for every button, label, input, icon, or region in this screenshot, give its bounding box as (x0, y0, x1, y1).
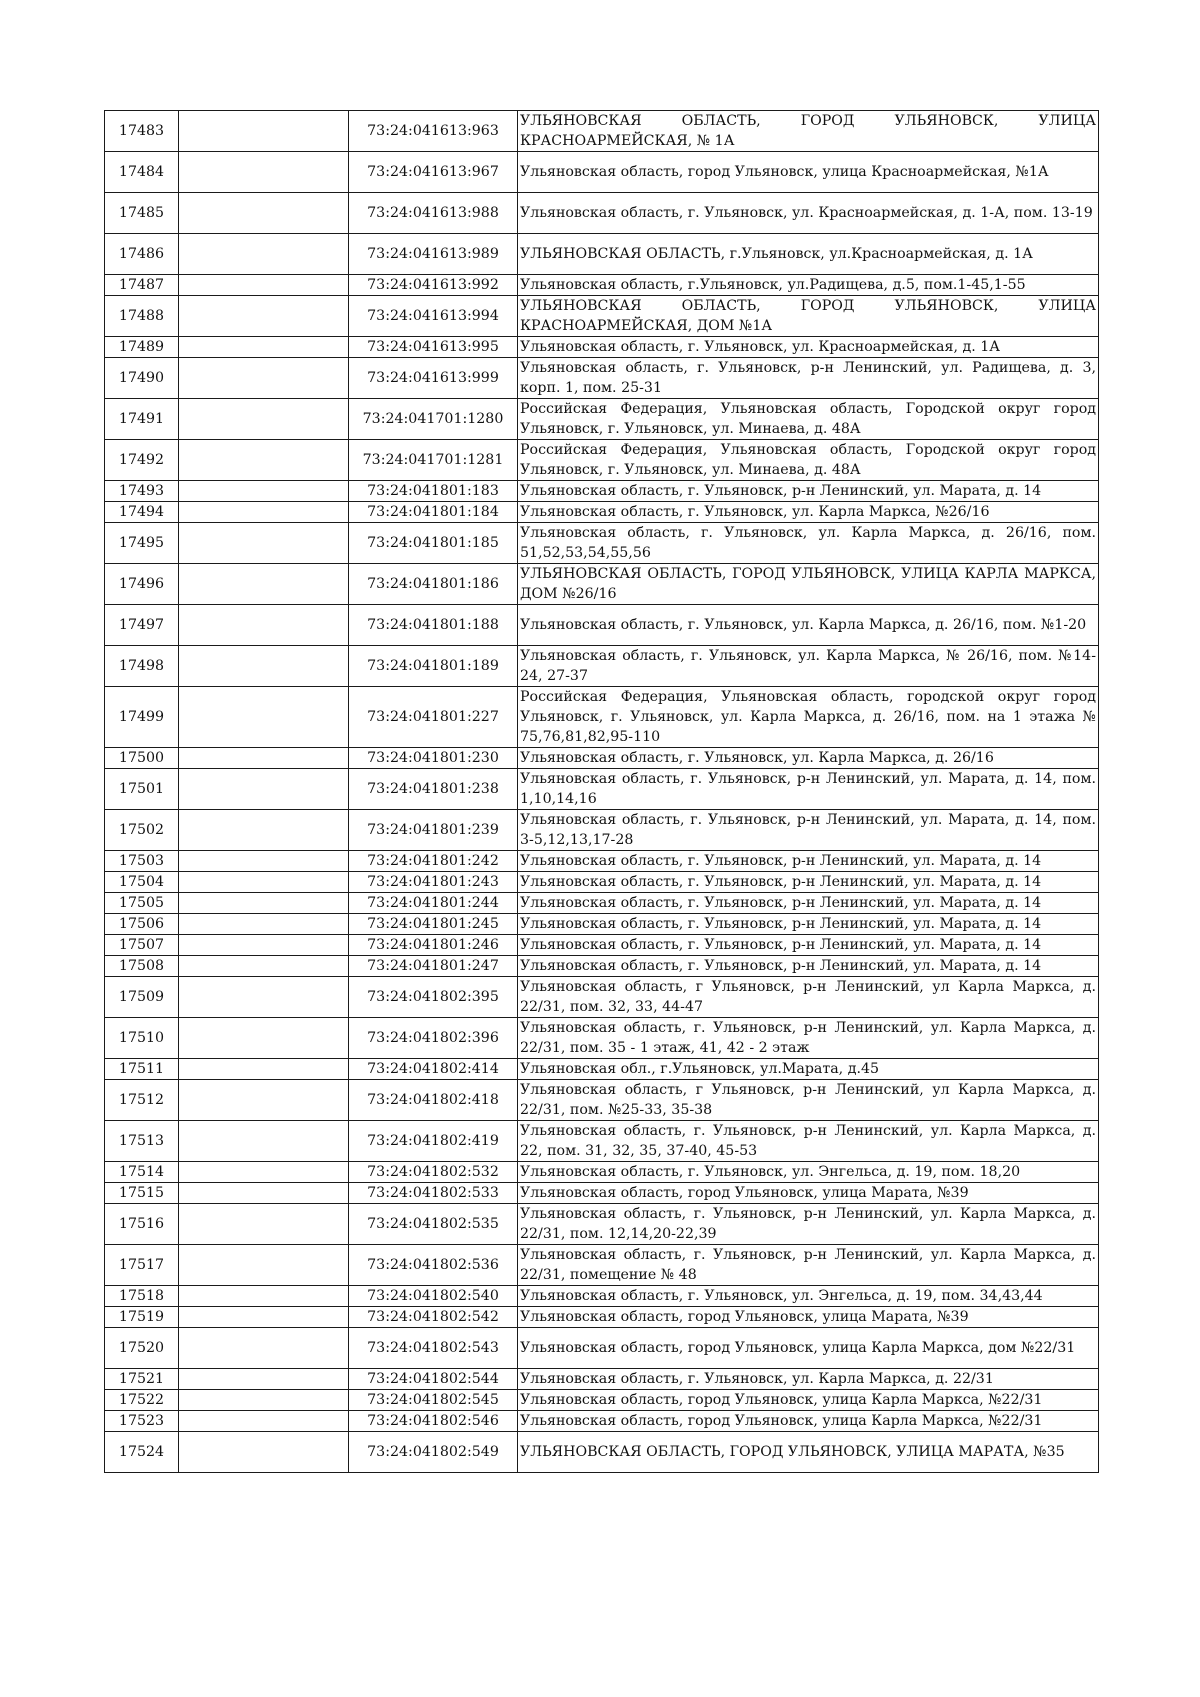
empty-cell (179, 1245, 349, 1286)
cadastral-number-cell: 73:24:041802:395 (349, 977, 518, 1018)
cadastral-number-cell: 73:24:041802:535 (349, 1204, 518, 1245)
row-number-cell: 17516 (105, 1204, 179, 1245)
empty-cell (179, 1390, 349, 1411)
address-cell: Ульяновская область, г. Ульяновск, ул. Карла Маркса, д. 26/16, пом. 51,52,53,54,55,56 (518, 523, 1099, 564)
cadastral-number-cell: 73:24:041801:239 (349, 810, 518, 851)
cadastral-number-cell: 73:24:041613:967 (349, 152, 518, 193)
address-cell: Ульяновская область, г. Ульяновск, р-н Ленинский, ул. Марата, д. 14, пом. 3-5,12,13,17-28 (518, 810, 1099, 851)
row-number-cell: 17519 (105, 1307, 179, 1328)
empty-cell (179, 646, 349, 687)
empty-cell (179, 810, 349, 851)
empty-cell (179, 935, 349, 956)
address-cell: УЛЬЯНОВСКАЯ ОБЛАСТЬ, ГОРОД УЛЬЯНОВСК, УЛИЦА КРАСНОАРМЕЙСКАЯ, ДОМ №1А (518, 296, 1099, 337)
cadastral-number-cell: 73:24:041802:540 (349, 1286, 518, 1307)
empty-cell (179, 769, 349, 810)
cadastral-number-cell: 73:24:041801:238 (349, 769, 518, 810)
row-number-cell: 17496 (105, 564, 179, 605)
empty-cell (179, 481, 349, 502)
cadastral-number-cell: 73:24:041701:1281 (349, 440, 518, 481)
empty-cell (179, 152, 349, 193)
address-cell: Ульяновская область, г. Ульяновск, р-н Ленинский, ул. Карла Маркса, д. 22/31, пом. 12,14,20-22,39 (518, 1204, 1099, 1245)
table-row (105, 893, 1099, 914)
cadastral-number-cell: 73:24:041801:184 (349, 502, 518, 523)
address-cell: Ульяновская область, город Ульяновск, улица Карла Маркса, №22/31 (518, 1411, 1099, 1432)
table-row (105, 956, 1099, 977)
empty-cell (179, 1369, 349, 1390)
empty-cell (179, 1121, 349, 1162)
row-number-cell: 17515 (105, 1183, 179, 1204)
table-row (105, 748, 1099, 769)
table-row (105, 935, 1099, 956)
row-number-cell: 17514 (105, 1162, 179, 1183)
address-cell: Ульяновская область, г. Ульяновск, ул. Красноармейская, д. 1А (518, 337, 1099, 358)
empty-cell (179, 1328, 349, 1369)
row-number-cell: 17521 (105, 1369, 179, 1390)
row-number-cell: 17518 (105, 1286, 179, 1307)
row-number-cell: 17489 (105, 337, 179, 358)
empty-cell (179, 1286, 349, 1307)
empty-cell (179, 523, 349, 564)
empty-cell (179, 1162, 349, 1183)
table-row (105, 1018, 1099, 1059)
row-number-cell: 17502 (105, 810, 179, 851)
empty-cell (179, 234, 349, 275)
row-number-cell: 17498 (105, 646, 179, 687)
empty-cell (179, 893, 349, 914)
row-number-cell: 17504 (105, 872, 179, 893)
empty-cell (179, 977, 349, 1018)
table-row (105, 1162, 1099, 1183)
table-row (105, 502, 1099, 523)
table-row (105, 275, 1099, 296)
address-cell: Ульяновская область, г. Ульяновск, р-н Ленинский, ул. Марата, д. 14 (518, 872, 1099, 893)
table-row (105, 1390, 1099, 1411)
row-number-cell: 17522 (105, 1390, 179, 1411)
table-row (105, 605, 1099, 646)
row-number-cell: 17513 (105, 1121, 179, 1162)
table-row (105, 810, 1099, 851)
row-number-cell: 17499 (105, 687, 179, 748)
address-cell: Ульяновская область, г. Ульяновск, ул. Карла Маркса, д. 22/31 (518, 1369, 1099, 1390)
row-number-cell: 17512 (105, 1080, 179, 1121)
cadastral-number-cell: 73:24:041801:183 (349, 481, 518, 502)
address-cell: Ульяновская область, г. Ульяновск, ул. Энгельса, д. 19, пом. 18,20 (518, 1162, 1099, 1183)
address-cell: Ульяновская обл., г.Ульяновск, ул.Марата, д.45 (518, 1059, 1099, 1080)
address-cell: Ульяновская область, г. Ульяновск, р-н Ленинский, ул. Марата, д. 14 (518, 851, 1099, 872)
row-number-cell: 17491 (105, 399, 179, 440)
table-row (105, 851, 1099, 872)
row-number-cell: 17507 (105, 935, 179, 956)
empty-cell (179, 1080, 349, 1121)
empty-cell (179, 111, 349, 152)
empty-cell (179, 1204, 349, 1245)
address-cell: Ульяновская область, г. Ульяновск, р-н Ленинский, ул. Марата, д. 14 (518, 935, 1099, 956)
empty-cell (179, 399, 349, 440)
address-cell: Ульяновская область, г. Ульяновск, ул. Карла Маркса, д. 26/16 (518, 748, 1099, 769)
row-number-cell: 17492 (105, 440, 179, 481)
table-row (105, 234, 1099, 275)
address-cell: Ульяновская область, г.Ульяновск, ул.Радищева, д.5, пом.1-45,1-55 (518, 275, 1099, 296)
address-cell: Ульяновская область, город Ульяновск, улица Марата, №39 (518, 1307, 1099, 1328)
address-cell: Российская Федерация, Ульяновская область, городской округ город Ульяновск, г. Ульяновск, ул. Карла Маркса, д. 26/16, пом. на 1 этажа № 75,76,81,82,95-110 (518, 687, 1099, 748)
address-cell: Ульяновская область, г. Ульяновск, р-н Ленинский, ул. Марата, д. 14, пом. 1,10,14,16 (518, 769, 1099, 810)
cadastral-number-cell: 73:24:041801:227 (349, 687, 518, 748)
row-number-cell: 17485 (105, 193, 179, 234)
empty-cell (179, 914, 349, 935)
table-row (105, 872, 1099, 893)
address-cell: Ульяновская область, г. Ульяновск, ул. Энгельса, д. 19, пом. 34,43,44 (518, 1286, 1099, 1307)
cadastral-number-cell: 73:24:041801:185 (349, 523, 518, 564)
row-number-cell: 17506 (105, 914, 179, 935)
empty-cell (179, 687, 349, 748)
address-cell: Ульяновская область, г. Ульяновск, р-н Ленинский, ул. Марата, д. 14 (518, 893, 1099, 914)
address-cell: УЛЬЯНОВСКАЯ ОБЛАСТЬ, ГОРОД УЛЬЯНОВСК, УЛИЦА КАРЛА МАРКСА, ДОМ №26/16 (518, 564, 1099, 605)
cadastral-number-cell: 73:24:041801:188 (349, 605, 518, 646)
table-row (105, 1369, 1099, 1390)
empty-cell (179, 296, 349, 337)
empty-cell (179, 1307, 349, 1328)
cadastral-number-cell: 73:24:041613:988 (349, 193, 518, 234)
table-row (105, 1245, 1099, 1286)
cadastral-number-cell: 73:24:041613:999 (349, 358, 518, 399)
address-cell: Ульяновская область, город Ульяновск, улица Марата, №39 (518, 1183, 1099, 1204)
row-number-cell: 17517 (105, 1245, 179, 1286)
cadastral-number-cell: 73:24:041802:544 (349, 1369, 518, 1390)
address-cell: УЛЬЯНОВСКАЯ ОБЛАСТЬ, ГОРОД УЛЬЯНОВСК, УЛИЦА МАРАТА, №35 (518, 1432, 1099, 1473)
row-number-cell: 17509 (105, 977, 179, 1018)
cadastral-number-cell: 73:24:041801:230 (349, 748, 518, 769)
address-cell: Российская Федерация, Ульяновская область, Городской округ город Ульяновск, г. Ульяновск, ул. Минаева, д. 48А (518, 399, 1099, 440)
address-cell: Ульяновская область, г. Ульяновск, р-н Ленинский, ул. Карла Маркса, д. 22, пом. 31, 32, 35, 37-40, 45-53 (518, 1121, 1099, 1162)
table-row (105, 1432, 1099, 1473)
cadastral-number-cell: 73:24:041701:1280 (349, 399, 518, 440)
registry-table-body (105, 111, 1099, 1473)
address-cell: Ульяновская область, г. Ульяновск, р-н Ленинский, ул. Марата, д. 14 (518, 481, 1099, 502)
cadastral-number-cell: 73:24:041801:189 (349, 646, 518, 687)
empty-cell (179, 358, 349, 399)
address-cell: Ульяновская область, г Ульяновск, р-н Ленинский, ул Карла Маркса, д. 22/31, пом. 32, 33, 44-47 (518, 977, 1099, 1018)
table-row (105, 193, 1099, 234)
table-row (105, 564, 1099, 605)
empty-cell (179, 275, 349, 296)
cadastral-number-cell: 73:24:041802:418 (349, 1080, 518, 1121)
row-number-cell: 17495 (105, 523, 179, 564)
table-row (105, 1307, 1099, 1328)
empty-cell (179, 564, 349, 605)
cadastral-number-cell: 73:24:041613:992 (349, 275, 518, 296)
cadastral-number-cell: 73:24:041802:533 (349, 1183, 518, 1204)
cadastral-number-cell: 73:24:041801:245 (349, 914, 518, 935)
cadastral-number-cell: 73:24:041801:244 (349, 893, 518, 914)
empty-cell (179, 502, 349, 523)
table-row (105, 1286, 1099, 1307)
address-cell: Ульяновская область, г. Ульяновск, ул. Карла Маркса, №26/16 (518, 502, 1099, 523)
cadastral-number-cell: 73:24:041613:994 (349, 296, 518, 337)
row-number-cell: 17488 (105, 296, 179, 337)
address-cell: УЛЬЯНОВСКАЯ ОБЛАСТЬ, г.Ульяновск, ул.Красноармейская, д. 1А (518, 234, 1099, 275)
cadastral-number-cell: 73:24:041802:536 (349, 1245, 518, 1286)
table-row (105, 1183, 1099, 1204)
address-cell: Ульяновская область, г Ульяновск, р-н Ленинский, ул Карла Маркса, д. 22/31, пом. №25-33, 35-38 (518, 1080, 1099, 1121)
address-cell: Российская Федерация, Ульяновская область, Городской округ город Ульяновск, г. Ульяновск, ул. Минаева, д. 48А (518, 440, 1099, 481)
cadastral-number-cell: 73:24:041801:247 (349, 956, 518, 977)
table-row (105, 769, 1099, 810)
row-number-cell: 17501 (105, 769, 179, 810)
empty-cell (179, 1018, 349, 1059)
empty-cell (179, 1183, 349, 1204)
table-row (105, 111, 1099, 152)
row-number-cell: 17486 (105, 234, 179, 275)
cadastral-number-cell: 73:24:041802:542 (349, 1307, 518, 1328)
table-row (105, 914, 1099, 935)
table-row (105, 337, 1099, 358)
table-row (105, 646, 1099, 687)
address-cell: Ульяновская область, город Ульяновск, улица Красноармейская, №1А (518, 152, 1099, 193)
table-row (105, 1411, 1099, 1432)
table-row (105, 977, 1099, 1018)
row-number-cell: 17508 (105, 956, 179, 977)
empty-cell (179, 1411, 349, 1432)
row-number-cell: 17500 (105, 748, 179, 769)
empty-cell (179, 872, 349, 893)
cadastral-number-cell: 73:24:041802:414 (349, 1059, 518, 1080)
empty-cell (179, 851, 349, 872)
empty-cell (179, 1059, 349, 1080)
empty-cell (179, 193, 349, 234)
table-row (105, 440, 1099, 481)
row-number-cell: 17520 (105, 1328, 179, 1369)
row-number-cell: 17524 (105, 1432, 179, 1473)
address-cell: Ульяновская область, г. Ульяновск, ул. Карла Маркса, д. 26/16, пом. №1-20 (518, 605, 1099, 646)
address-cell: Ульяновская область, г. Ульяновск, р-н Ленинский, ул. Карла Маркса, д. 22/31, помещение № 48 (518, 1245, 1099, 1286)
address-cell: Ульяновская область, г. Ульяновск, р-н Ленинский, ул. Карла Маркса, д. 22/31, пом. 35 - 1 этаж, 41, 42 - 2 этаж (518, 1018, 1099, 1059)
row-number-cell: 17484 (105, 152, 179, 193)
cadastral-number-cell: 73:24:041802:546 (349, 1411, 518, 1432)
row-number-cell: 17511 (105, 1059, 179, 1080)
address-cell: Ульяновская область, г. Ульяновск, р-н Ленинский, ул. Марата, д. 14 (518, 956, 1099, 977)
cadastral-number-cell: 73:24:041802:549 (349, 1432, 518, 1473)
row-number-cell: 17494 (105, 502, 179, 523)
table-row (105, 481, 1099, 502)
empty-cell (179, 440, 349, 481)
cadastral-number-cell: 73:24:041613:995 (349, 337, 518, 358)
cadastral-number-cell: 73:24:041801:246 (349, 935, 518, 956)
empty-cell (179, 605, 349, 646)
row-number-cell: 17503 (105, 851, 179, 872)
registry-table (104, 110, 1099, 1473)
empty-cell (179, 1432, 349, 1473)
address-cell: Ульяновская область, город Ульяновск, улица Карла Маркса, №22/31 (518, 1390, 1099, 1411)
address-cell: Ульяновская область, г. Ульяновск, ул. Красноармейская, д. 1-А, пом. 13-19 (518, 193, 1099, 234)
cadastral-number-cell: 73:24:041613:989 (349, 234, 518, 275)
table-row (105, 1328, 1099, 1369)
address-cell: УЛЬЯНОВСКАЯ ОБЛАСТЬ, ГОРОД УЛЬЯНОВСК, УЛИЦА КРАСНОАРМЕЙСКАЯ, № 1А (518, 111, 1099, 152)
row-number-cell: 17493 (105, 481, 179, 502)
table-row (105, 399, 1099, 440)
table-row (105, 1204, 1099, 1245)
empty-cell (179, 337, 349, 358)
address-cell: Ульяновская область, г. Ульяновск, ул. Карла Маркса, № 26/16, пом. №14-24, 27-37 (518, 646, 1099, 687)
cadastral-number-cell: 73:24:041802:396 (349, 1018, 518, 1059)
table-row (105, 1121, 1099, 1162)
empty-cell (179, 748, 349, 769)
table-row (105, 152, 1099, 193)
table-row (105, 1059, 1099, 1080)
address-cell: Ульяновская область, г. Ульяновск, р-н Ленинский, ул. Марата, д. 14 (518, 914, 1099, 935)
cadastral-number-cell: 73:24:041801:243 (349, 872, 518, 893)
cadastral-number-cell: 73:24:041801:186 (349, 564, 518, 605)
table-row (105, 296, 1099, 337)
cadastral-number-cell: 73:24:041802:532 (349, 1162, 518, 1183)
cadastral-number-cell: 73:24:041801:242 (349, 851, 518, 872)
row-number-cell: 17510 (105, 1018, 179, 1059)
row-number-cell: 17487 (105, 275, 179, 296)
table-row (105, 523, 1099, 564)
row-number-cell: 17490 (105, 358, 179, 399)
row-number-cell: 17483 (105, 111, 179, 152)
cadastral-number-cell: 73:24:041802:545 (349, 1390, 518, 1411)
row-number-cell: 17523 (105, 1411, 179, 1432)
empty-cell (179, 956, 349, 977)
row-number-cell: 17505 (105, 893, 179, 914)
cadastral-number-cell: 73:24:041802:543 (349, 1328, 518, 1369)
cadastral-number-cell: 73:24:041613:963 (349, 111, 518, 152)
table-row (105, 687, 1099, 748)
row-number-cell: 17497 (105, 605, 179, 646)
table-row (105, 1080, 1099, 1121)
table-row (105, 358, 1099, 399)
address-cell: Ульяновская область, город Ульяновск, улица Карла Маркса, дом №22/31 (518, 1328, 1099, 1369)
cadastral-number-cell: 73:24:041802:419 (349, 1121, 518, 1162)
address-cell: Ульяновская область, г. Ульяновск, р-н Ленинский, ул. Радищева, д. 3, корп. 1, пом. 25-31 (518, 358, 1099, 399)
